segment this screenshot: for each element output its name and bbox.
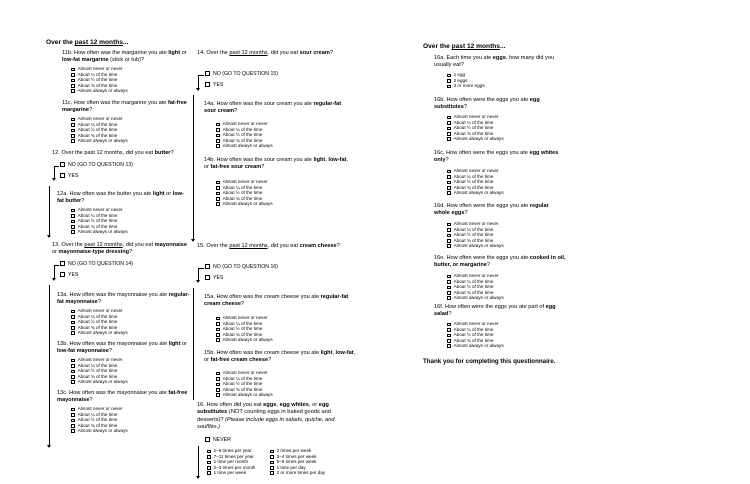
checkbox[interactable] (216, 181, 220, 185)
option-label: Almost never or never (222, 121, 268, 127)
checkbox[interactable] (205, 71, 210, 76)
checkbox[interactable] (205, 437, 210, 442)
checkbox[interactable] (447, 79, 451, 83)
option-label: Almost never or never (77, 207, 123, 213)
arrow-icon (196, 88, 200, 91)
option-label: Almost never or never (77, 357, 123, 363)
checkbox[interactable] (216, 338, 220, 342)
question-13b: 13b. How often was the mayonnaise you ate light or low-fat mayonnaise? (57, 341, 187, 355)
thank-you-note: Thank you for completing this questionnaire. (423, 358, 556, 365)
checkbox[interactable] (71, 408, 75, 412)
answer-option[interactable] (447, 84, 485, 89)
arrow-icon (52, 278, 56, 281)
option-label: 1 time per day (276, 464, 306, 470)
checkbox[interactable] (71, 419, 75, 423)
checkbox[interactable] (216, 393, 220, 397)
option-12-no[interactable]: NO (GO TO QUESTION 13) (60, 161, 133, 168)
checkbox[interactable] (216, 388, 220, 392)
option-label: About ¼ of the time (453, 173, 494, 179)
option-label: Almost never or never (77, 308, 123, 314)
checkbox[interactable] (447, 275, 451, 279)
checkbox[interactable] (71, 209, 75, 213)
checkbox[interactable] (447, 339, 451, 343)
checkbox[interactable] (270, 461, 274, 465)
checkbox[interactable] (71, 429, 75, 433)
checkbox[interactable] (71, 84, 75, 88)
option-label: Almost never or never (453, 273, 499, 279)
option-label: 2 times per week (276, 448, 312, 454)
question-13c: 13c. How often was the mayonnaise you ate fat-free mayonnaise? (57, 390, 188, 404)
option-label: About ½ of the time (453, 179, 494, 185)
answer-option[interactable] (447, 344, 504, 349)
checkbox[interactable] (447, 323, 451, 327)
checkbox[interactable] (71, 424, 75, 428)
checkbox[interactable] (71, 68, 75, 72)
options-11c (71, 117, 128, 144)
option-label: Almost always or always (222, 200, 273, 206)
arrow-icon (47, 445, 51, 448)
checkbox[interactable] (447, 244, 451, 248)
options-16a (447, 73, 485, 89)
answer-option[interactable] (216, 144, 273, 149)
checkbox[interactable] (447, 344, 451, 348)
option-label: About ¾ of the time (222, 386, 263, 392)
checkbox[interactable] (447, 132, 451, 136)
checkbox[interactable] (447, 85, 451, 89)
option-label: Almost never or never (453, 221, 499, 227)
answer-option[interactable] (447, 137, 504, 142)
checkbox[interactable] (205, 264, 210, 269)
checkbox[interactable] (71, 129, 75, 133)
option-label: About ½ of the time (222, 381, 263, 387)
option-label: 2 or more times per day (276, 469, 326, 475)
option-label: 1 time per week (213, 469, 247, 475)
option-label: Almost never or never (453, 114, 499, 120)
checkbox[interactable] (216, 377, 220, 381)
options-14a (216, 122, 273, 149)
checkbox[interactable] (71, 413, 75, 417)
option-label: Almost always or always (77, 378, 128, 384)
answer-option[interactable] (270, 471, 325, 476)
option-label: About ½ of the time (453, 232, 494, 238)
option-label: About ¾ of the time (453, 237, 494, 243)
checkbox[interactable] (71, 380, 75, 384)
checkbox[interactable] (447, 334, 451, 338)
option-label: Almost always or always (453, 294, 504, 300)
question-11c: 11c. How often was the margarine you ate fat-free margarine? (62, 100, 187, 114)
option-label: 3 or more eggs (453, 83, 485, 89)
checkbox[interactable] (71, 310, 75, 314)
arrow-icon (196, 280, 200, 283)
checkbox[interactable] (216, 317, 220, 321)
options-16f (447, 322, 504, 349)
options-15a (216, 316, 273, 343)
checkbox[interactable] (71, 139, 75, 143)
question-14: 14. Over the past 12 months, did you eat sour cream? (197, 50, 333, 56)
option-label: About ½ of the time (77, 368, 118, 374)
checkbox[interactable] (71, 321, 75, 325)
checkbox[interactable] (216, 186, 220, 190)
option-label: About ¾ of the time (222, 331, 263, 337)
answer-option[interactable] (71, 380, 128, 385)
checkbox[interactable] (71, 230, 75, 234)
option-label: 1 time per month (213, 459, 249, 465)
checkbox[interactable] (71, 370, 75, 374)
options-13b (71, 358, 128, 385)
options-15b (216, 371, 273, 398)
question-11b: 11b. How often was the margarine you ate light or low-fat margarine (stick or tub)? (62, 50, 187, 64)
option-14-no[interactable]: NO (GO TO QUESTION 15) (205, 70, 278, 77)
checkbox[interactable] (216, 322, 220, 326)
checkbox[interactable] (447, 116, 451, 120)
option-label: Almost always or always (77, 427, 128, 433)
checkbox[interactable] (270, 471, 274, 475)
question-16a: 16a. Each time you ate eggs, how many did you usually eat? (434, 55, 555, 69)
question-16c: 16c. How often were the eggs you ate egg whites only? (434, 150, 559, 164)
checkbox[interactable] (60, 261, 65, 266)
checkbox[interactable] (71, 331, 75, 335)
checkbox[interactable] (447, 239, 451, 243)
option-12-yes[interactable]: YES (60, 172, 78, 179)
option-label: About ¼ of the time (77, 212, 118, 218)
option-label: About ¾ of the time (453, 184, 494, 190)
checkbox[interactable] (60, 162, 65, 167)
option-label: Almost always or always (222, 336, 273, 342)
option-label: Almost never or never (77, 116, 123, 122)
checkbox[interactable] (71, 73, 75, 77)
checkbox[interactable] (216, 139, 220, 143)
option-13-no[interactable]: NO (GO TO QUESTION 14) (60, 260, 133, 267)
checkbox[interactable] (216, 123, 220, 127)
checkbox[interactable] (207, 471, 211, 475)
option-label: About ¾ of the time (77, 132, 118, 138)
arrow-icon (47, 235, 51, 238)
question-16d: 16d. How often were the eggs you ate regular whole eggs? (434, 203, 549, 217)
option-label: About ¼ of the time (77, 71, 118, 77)
question-16f: 16f. How often were the eggs you ate part of egg salad? (434, 304, 556, 318)
option-label: About ¼ of the time (222, 320, 263, 326)
checkbox[interactable] (447, 296, 451, 300)
option-label: About ¾ of the time (77, 422, 118, 428)
question-12: 12. Over the past 12 months, did you eat butter? (52, 150, 174, 156)
option-label: About ½ of the time (222, 190, 263, 196)
checkbox[interactable] (447, 181, 451, 185)
checkbox[interactable] (447, 170, 451, 174)
arrow-icon (196, 476, 200, 479)
option-label: About ¼ of the time (222, 375, 263, 381)
option-label: Almost always or always (453, 242, 504, 248)
checkbox[interactable] (447, 121, 451, 125)
checkbox[interactable] (216, 144, 220, 148)
option-label: Almost never or never (77, 66, 123, 72)
checkbox[interactable] (71, 220, 75, 224)
answer-option[interactable] (447, 296, 504, 301)
answer-option[interactable] (216, 202, 273, 207)
option-label: Almost never or never (453, 321, 499, 327)
checkbox[interactable] (447, 291, 451, 295)
checkbox[interactable] (205, 82, 210, 87)
option-label: About ½ of the time (222, 132, 263, 138)
option-14-yes[interactable]: YES (205, 81, 223, 88)
options-16-column-1 (207, 449, 255, 476)
checkbox[interactable] (71, 375, 75, 379)
answer-option[interactable] (447, 244, 504, 249)
option-label: About ¼ of the time (77, 313, 118, 319)
header-right: Over the past 12 months... (423, 43, 506, 50)
checkbox[interactable] (71, 315, 75, 319)
option-label: About ½ of the time (77, 417, 118, 423)
checkbox[interactable] (216, 383, 220, 387)
answer-option[interactable] (71, 139, 128, 144)
question-12a: 12a. How often was the butter you ate light or low-fat butter? (57, 191, 184, 205)
options-16d (447, 222, 504, 249)
option-label: About ¼ of the time (77, 362, 118, 368)
option-label: About ½ of the time (222, 326, 263, 332)
checkbox[interactable] (207, 450, 211, 454)
option-label: About ¾ of the time (222, 137, 263, 143)
checkbox[interactable] (207, 455, 211, 459)
option-label: About ¾ of the time (77, 373, 118, 379)
option-label: About ¾ of the time (77, 324, 118, 330)
checkbox[interactable] (71, 134, 75, 138)
option-label: About ½ of the time (77, 77, 118, 83)
answer-option[interactable] (71, 89, 128, 94)
option-label: About ¼ of the time (222, 184, 263, 190)
checkbox[interactable] (447, 286, 451, 290)
options-14b (216, 180, 273, 207)
answer-option[interactable] (207, 471, 255, 476)
option-label: About ½ of the time (453, 125, 494, 131)
checkbox[interactable] (71, 359, 75, 363)
question-16b: 16b. How often were the eggs you ate egg substitutes? (434, 97, 540, 111)
option-label: 3–4 times per week (276, 453, 317, 459)
option-label: About ¾ of the time (77, 223, 118, 229)
question-14a: 14a. How often was the sour cream you ate regular-fat sour cream? (204, 101, 342, 115)
option-label: Almost never or never (453, 168, 499, 174)
option-label: Almost always or always (453, 135, 504, 141)
option-label: Almost never or never (77, 406, 123, 412)
checkbox[interactable] (216, 328, 220, 332)
checkbox[interactable] (71, 89, 75, 93)
option-label: About ¾ of the time (77, 82, 118, 88)
option-label: About ½ of the time (453, 332, 494, 338)
checkbox[interactable] (270, 466, 274, 470)
checkbox[interactable] (447, 328, 451, 332)
checkbox[interactable] (71, 326, 75, 330)
checkbox[interactable] (447, 228, 451, 232)
option-label: Almost always or always (222, 391, 273, 397)
option-label: 1–6 times per year (213, 448, 252, 454)
options-11b (71, 67, 128, 94)
question-13: 13. Over the past 12 months, did you eat mayonnaise or mayonnaise-type dressing? (52, 242, 187, 256)
option-label: About ½ of the time (453, 284, 494, 290)
header-left: Over the past 12 months... (46, 39, 129, 46)
option-label: About ¼ of the time (453, 278, 494, 284)
checkbox[interactable] (216, 372, 220, 376)
answer-option[interactable] (447, 191, 504, 196)
arrow-icon (191, 239, 195, 242)
checkbox[interactable] (447, 127, 451, 131)
checkbox[interactable] (71, 214, 75, 218)
answer-option[interactable] (71, 429, 128, 434)
options-13c (71, 407, 128, 434)
checkbox[interactable] (216, 192, 220, 196)
answer-option[interactable] (71, 331, 128, 336)
checkbox[interactable] (216, 333, 220, 337)
checkbox[interactable] (216, 202, 220, 206)
option-label: 5–6 times per week (276, 459, 317, 465)
checkbox[interactable] (270, 450, 274, 454)
option-15-no[interactable]: NO (GO TO QUESTION 16) (205, 263, 278, 270)
checkbox[interactable] (447, 74, 451, 78)
checkbox[interactable] (60, 173, 65, 178)
checkbox[interactable] (71, 123, 75, 127)
options-12a (71, 208, 128, 235)
option-label: 1 egg (453, 72, 466, 78)
checkbox[interactable] (447, 186, 451, 190)
option-label: Almost always or always (222, 142, 273, 148)
checkbox[interactable] (447, 223, 451, 227)
question-13a: 13a. How often was the mayonnaise you ate regular-fat mayonnaise? (57, 292, 190, 306)
option-label: About ½ of the time (77, 127, 118, 133)
question-15a: 15a. How often was the cream cheese you ate regular-fat cream cheese? (204, 294, 349, 308)
options-16e (447, 274, 504, 301)
option-label: Almost always or always (453, 189, 504, 195)
option-label: Almost always or always (77, 137, 128, 143)
option-label: Almost always or always (77, 87, 128, 93)
checkbox[interactable] (447, 191, 451, 195)
option-label: About ¼ of the time (453, 326, 494, 332)
answer-option[interactable] (216, 393, 273, 398)
option-15-yes[interactable]: YES (205, 274, 223, 281)
option-label: Almost always or always (77, 228, 128, 234)
question-16: 16. How often did you eat eggs, egg whites, or egg substitutes (NOT counting eggs in baked goods and desserts)? (Please include eggs in salads, quiche, and soufflés.) (197, 402, 335, 431)
option-label: Almost never or never (222, 179, 268, 185)
checkbox[interactable] (71, 118, 75, 122)
option-label: About ¾ of the time (222, 195, 263, 201)
option-label: Almost never or never (222, 370, 268, 376)
option-label: Almost always or always (453, 342, 504, 348)
checkbox[interactable] (60, 272, 65, 277)
option-label: About ¾ of the time (453, 337, 494, 343)
checkbox[interactable] (71, 364, 75, 368)
answer-option[interactable] (71, 230, 128, 235)
option-label: 2 eggs (453, 77, 468, 83)
options-16b (447, 115, 504, 142)
option-16-never[interactable]: NEVER (205, 436, 231, 443)
question-14b: 14b. How often was the sour cream you ate light, low-fat, or fat-free sour cream? (204, 157, 348, 171)
checkbox[interactable] (205, 275, 210, 280)
option-label: 7–11 times per year (213, 453, 254, 459)
option-label: About ¼ of the time (453, 226, 494, 232)
option-label: About ¼ of the time (222, 126, 263, 132)
checkbox[interactable] (207, 466, 211, 470)
answer-option[interactable] (216, 338, 273, 343)
checkbox[interactable] (71, 225, 75, 229)
checkbox[interactable] (447, 137, 451, 141)
option-label: About ¼ of the time (77, 121, 118, 127)
option-label: About ¾ of the time (453, 289, 494, 295)
option-13-yes[interactable]: YES (60, 271, 78, 278)
options-16-column-2 (270, 449, 325, 476)
options-13a (71, 309, 128, 336)
checkbox[interactable] (216, 128, 220, 132)
option-label: Almost never or never (222, 315, 268, 321)
checkbox[interactable] (447, 280, 451, 284)
checkbox[interactable] (71, 79, 75, 83)
option-label: About ¼ of the time (453, 119, 494, 125)
option-label: About ¼ of the time (77, 411, 118, 417)
options-16c (447, 169, 504, 196)
arrow-icon (52, 178, 56, 181)
checkbox[interactable] (447, 234, 451, 238)
option-label: About ½ of the time (77, 218, 118, 224)
checkbox[interactable] (216, 197, 220, 201)
checkbox[interactable] (270, 455, 274, 459)
question-16e: 16e. How often were the eggs you ate cooked in oil, butter, or margarine? (434, 255, 566, 269)
checkbox[interactable] (207, 461, 211, 465)
checkbox[interactable] (216, 134, 220, 138)
option-label: Almost always or always (77, 329, 128, 335)
checkbox[interactable] (447, 175, 451, 179)
question-15: 15. Over the past 12 months, did you eat cream cheese? (197, 243, 340, 249)
option-label: 2–3 times per month (213, 464, 256, 470)
question-15b: 15b. How often was the cream cheese you ate light, low-fat, or fat-free cream cheese? (204, 350, 356, 364)
option-label: About ¾ of the time (453, 130, 494, 136)
option-label: About ½ of the time (77, 319, 118, 325)
